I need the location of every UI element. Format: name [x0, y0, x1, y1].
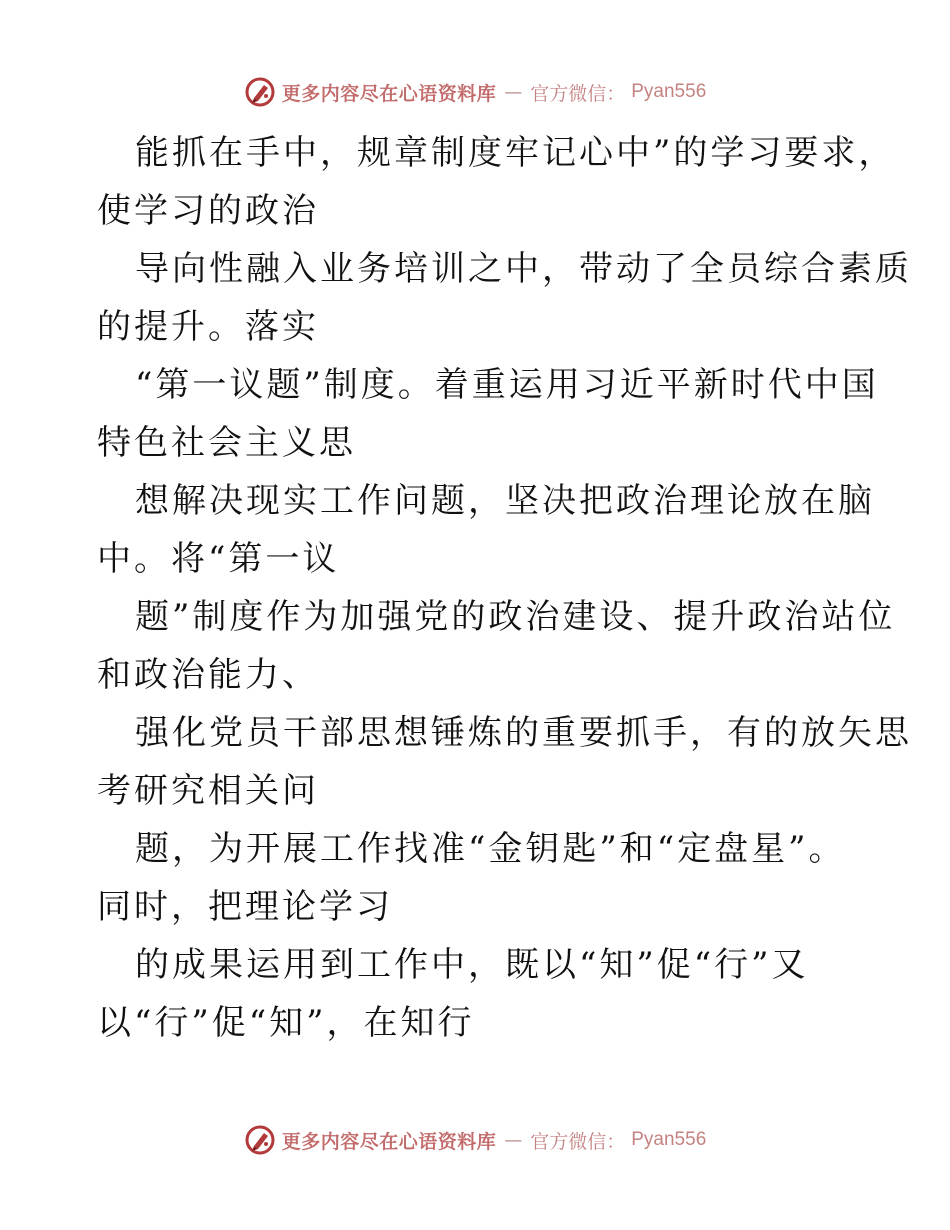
document-body	[97, 124, 912, 1052]
body-line: 考研究相关问	[97, 771, 319, 811]
body-line: 和政治能力、	[97, 655, 319, 695]
body-line: 能抓在手中，规章制度牢记心中”的学习要求，	[135, 133, 896, 173]
pen-logo-icon	[244, 76, 276, 108]
body-line: 特色社会主义思	[97, 423, 356, 463]
body-line: 以“行”促“知”，在知行	[97, 1003, 475, 1043]
body-line: 题，为开展工作找准“金钥匙”和“定盘星”。	[135, 829, 846, 869]
footer-banner-text: 更多内容尽在心语资料库	[281, 1130, 497, 1153]
body-line: 同时，把理论学习	[97, 887, 393, 927]
footer-wechat-id: Pyan556	[631, 1129, 707, 1150]
footer-separator: —	[504, 1129, 523, 1151]
body-line: 中。将“第一议	[97, 539, 340, 579]
header-separator: —	[504, 81, 523, 103]
body-line: 的提升。落实	[97, 307, 319, 347]
body-line: “第一议题”制度。着重运用习近平新时代中国	[135, 365, 879, 405]
body-line: 想解决现实工作问题，坚决把政治理论放在脑	[135, 481, 875, 521]
page-header	[0, 72, 950, 112]
footer-wechat-label: 官方微信：	[530, 1130, 626, 1153]
body-line: 导向性融入业务培训之中，带动了全员综合素质	[135, 249, 912, 289]
body-line: 的成果运用到工作中，既以“知”促“行”又	[135, 945, 809, 985]
pen-logo-icon	[244, 1124, 276, 1156]
footer-banner[interactable]	[244, 1124, 707, 1156]
body-line: 题”制度作为加强党的政治建设、提升政治站位	[135, 597, 896, 637]
header-wechat-label: 官方微信：	[530, 82, 626, 105]
header-banner[interactable]	[244, 76, 707, 108]
body-line: 强化党员干部思想锤炼的重要抓手，有的放矢思	[135, 713, 912, 753]
header-banner-text: 更多内容尽在心语资料库	[281, 82, 497, 105]
body-line: 使学习的政治	[97, 191, 319, 231]
page-footer	[0, 1120, 950, 1160]
header-wechat-id: Pyan556	[631, 81, 707, 102]
